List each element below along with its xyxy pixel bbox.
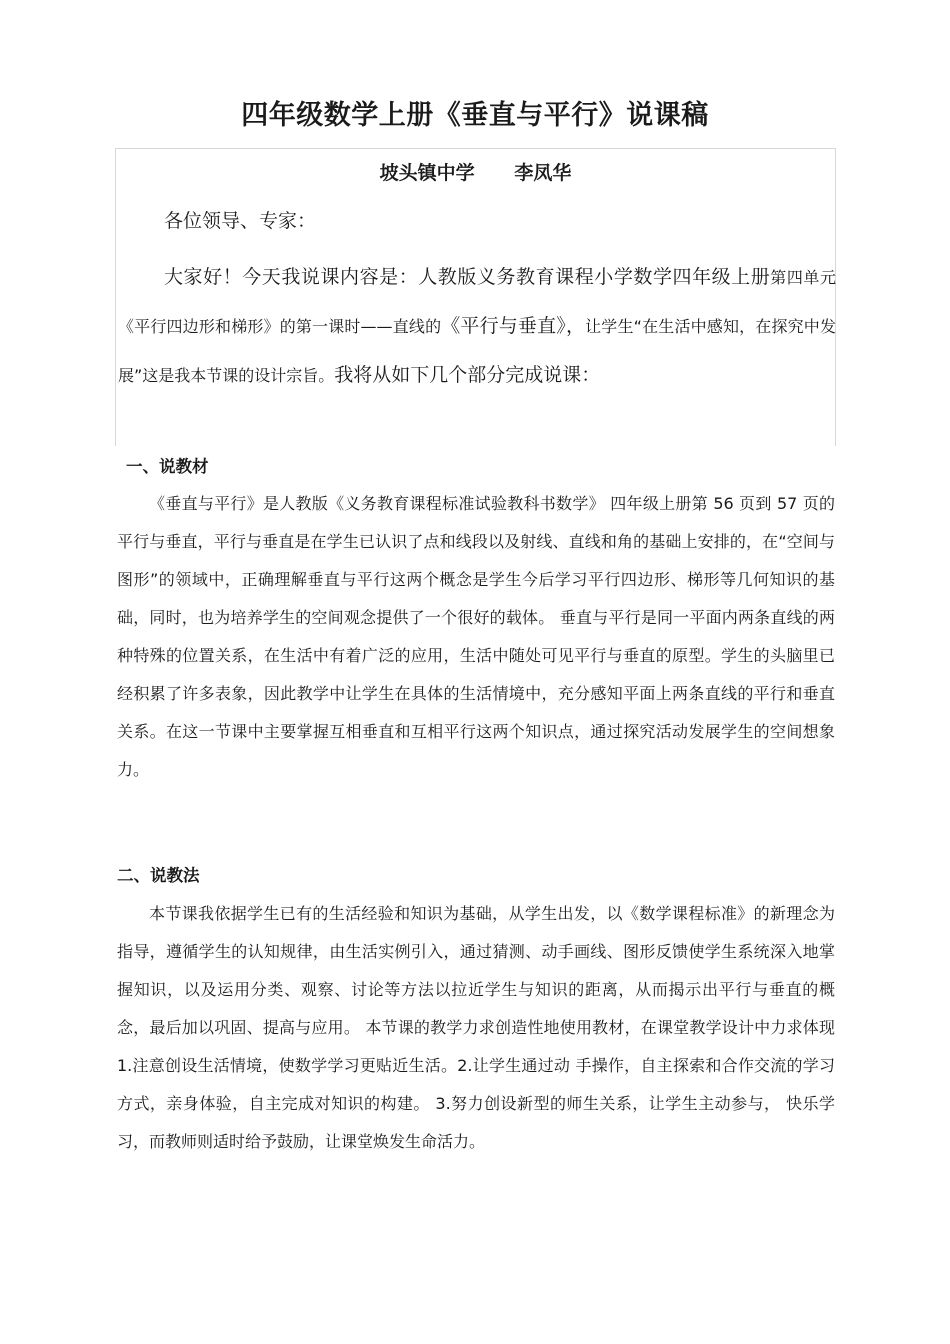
intro-part-1: 大家好！今天我说课内容是：人教版义务教育课程小学数学四年级上册	[164, 266, 771, 288]
intro-part-3: 《平行与垂直》，	[441, 315, 586, 337]
author-line: 坡头镇中学 李凤华	[379, 162, 572, 184]
section-heading-textbook: 一、说教材	[126, 457, 209, 476]
greeting: 各位领导、专家：	[164, 210, 317, 232]
section-body-method: 本节课我依据学生已有的生活经验和知识为基础，从学生出发，以《数学课程标准》的新理念为指导，遵循学生的认知规律，由生活实例引入，通过猜测、动手画线、图形反馈使学生系统深入地掌握知识，以及运用分类、观察、讨论等方法以拉近学生与知识的距离，从而揭示出平行与垂直的概念，最后加以巩固、提高与应用。 本节课的教学力求创造性地使用教材，在课堂教学设计中力求体现 1.注意创设生活情境，使数学学习更贴近生活。2.让学生通过动 手操作，自主探索和合作交流的学习方式，亲身体验，自主完成对知识的构建。 3.努力创设新型的师生关系，让学生主动参与， 快乐学习，而教师则适时给予鼓励，让课堂焕发生命活力。	[117, 904, 835, 1151]
section-heading-method: 二、说教法	[117, 866, 200, 885]
intro-box	[115, 148, 836, 446]
document-title: 四年级数学上册《垂直与平行》说课稿	[241, 100, 709, 131]
intro-part-4: 让学生“在生活中感知，在探究中发展”这是我本节课的设计宗旨。	[118, 317, 836, 385]
intro-paragraph	[118, 253, 836, 400]
intro-part-5: 我将从如下几个部分完成说课：	[334, 364, 601, 386]
intro-part-2: 第四单元《平行四边形和梯形》的第一课时——直线的	[118, 268, 836, 336]
section-body-textbook: 《垂直与平行》是人教版《义务教育课程标准试验教科书数学》 四年级上册第 56 页到 57 页的平行与垂直，平行与垂直是在学生已认识了点和线段以及射线、直线和角的基础上安排的，在“空间与图形”的领域中，正确理解垂直与平行这两个概念是学生今后学习平行四边形、梯形等几何知识的基础，同时，也为培养学生的空间观念提供了一个很好的载体。 垂直与平行是同一平面内两条直线的两种特殊的位置关系，在生活中有着广泛的应用，生活中随处可见平行与垂直的原型。学生的头脑里已经积累了许多表象，因此教学中让学生在具体的生活情境中，充分感知平面上两条直线的平行和垂直关系。在这一节课中主要掌握互相垂直和互相平行这两个知识点，通过探究活动发展学生的空间想象力。	[117, 494, 835, 779]
